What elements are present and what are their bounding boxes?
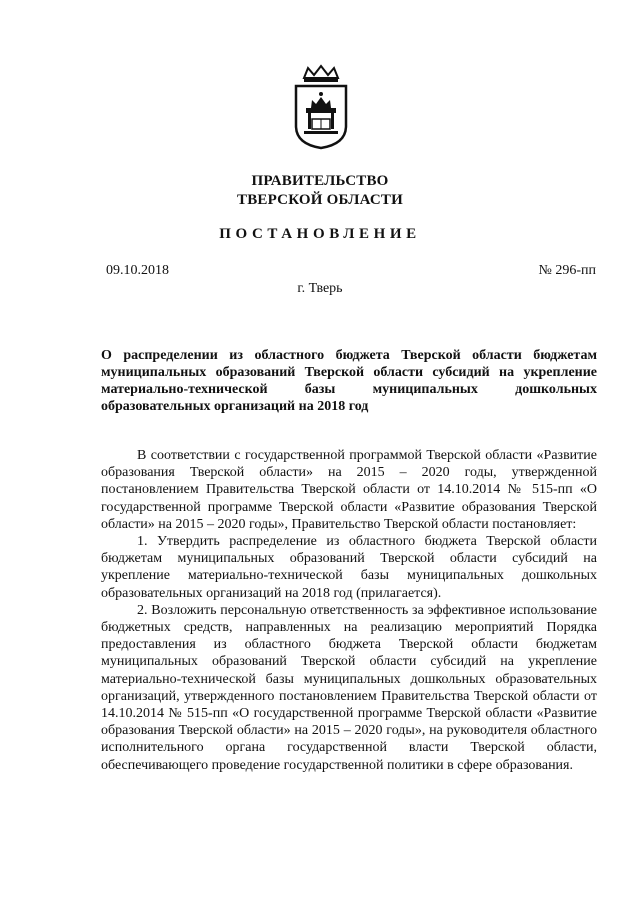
document-body (101, 447, 597, 774)
government-title-line1: ПРАВИТЕЛЬСТВО (251, 173, 389, 189)
tver-coat-of-arms-icon (292, 64, 350, 150)
preamble-paragraph: В соответствии с государственной программой Тверской области «Развитие образования Тверской области» на 2015 – 2020 годы, утвержденной постановлением Правительства Тверской области от 14.10.2014 № 515-пп «О государственной программе Тверской области «Развитие образования Тверской области» на 2015 – 2020 годы», Правительство Тверской области постановляет: (101, 448, 597, 532)
clause-paragraph: 1. Утвердить распределение из областного бюджета Тверской области бюджетам муниципальных образований Тверской области субсидий на укрепление материально-технической базы муниципальных дошкольных образовательных организаций на 2018 год (прилагается). (101, 534, 597, 601)
document-subject: О распределении из областного бюджета Тверской области бюджетам муниципальных образований Тверской области субсидий на укрепление материально-технической базы муниципальных дошкольных образовательных организаций на 2018 год (101, 348, 597, 414)
document-city: г. Тверь (297, 281, 343, 296)
government-title-line2: ТВЕРСКОЙ ОБЛАСТИ (237, 192, 403, 208)
document-number: № 296-пп (538, 263, 596, 278)
clause-paragraph: 2. Возложить персональную ответственность за эффективное использование бюджетных средств, направленных на реализацию мероприятий Порядка предоставления из областного бюджета Тверской области бюджетам муниципальных образований Тверской области субсидий на укрепление материально-технической базы муниципальных дошкольных образовательных организаций, утвержденного постановлением Правительства Тверской области от 14.10.2014 № 515-пп «О государственной программе Тверской области «Развитие образования Тверской области» на 2015 – 2020 годы», на руководителя областного исполнительного органа государственной власти Тверской области, обеспечивающего проведение государственной политики в сфере образования. (101, 602, 597, 773)
document-type: ПОСТАНОВЛЕНИЕ (219, 226, 421, 242)
document-date: 09.10.2018 (106, 263, 169, 278)
